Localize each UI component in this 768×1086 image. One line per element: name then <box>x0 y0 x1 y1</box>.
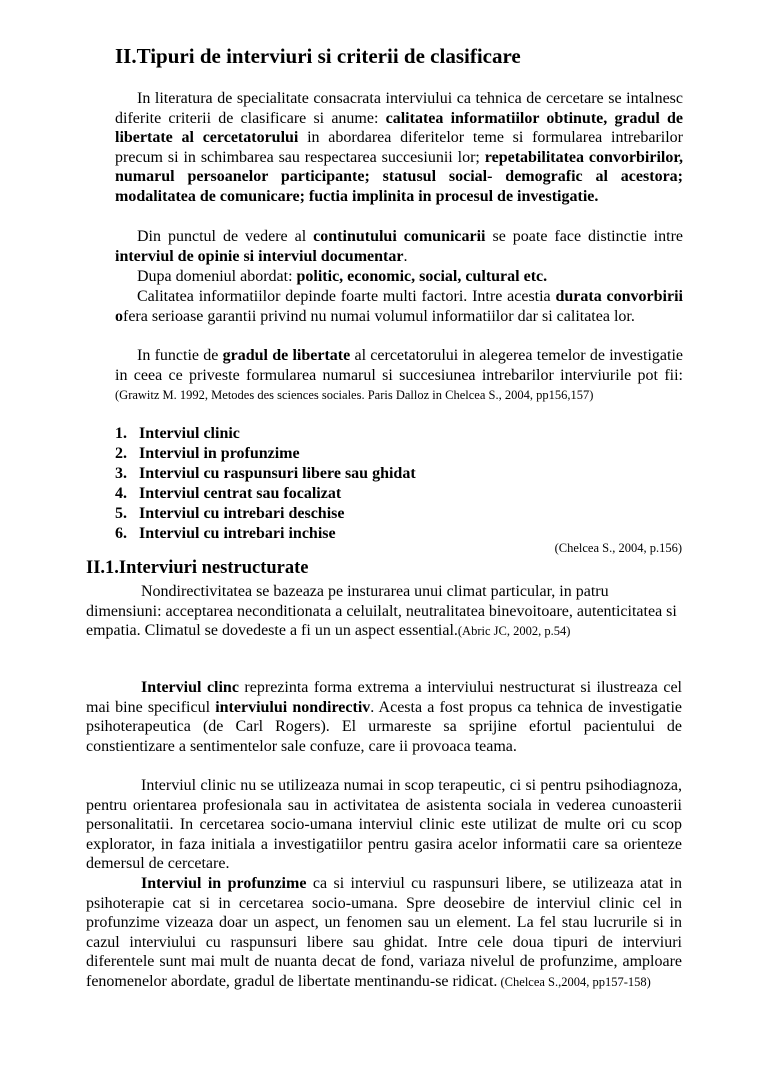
list-number: 6. <box>115 525 127 542</box>
list-label: Interviul clinic <box>139 425 240 442</box>
paragraph-text: Nondirectivitatea se bazeaza pe insturarea unui climat particular, in patru dimensiuni: acceptarea neconditionata a celuilalt, neutralitatea binevoitoare, autenticitatea si empatia. Climatul se dovedeste a fi un un aspect essential. <box>86 583 677 640</box>
paragraph-text: in abordarea diferitelor teme si formularea intrebarilor precum si in schimbarea sau respectarea succesiunii lor; <box>115 129 683 166</box>
paragraph-clinical-interview <box>86 678 682 756</box>
section-heading: II.1.Interviuri nestructurate <box>86 558 309 578</box>
paragraph-text: Interviul clinic nu se utilizeaza numai in scop terapeutic, ci si pentru psihodiagnoza, pentru orientarea profesionala sau in activitatea de asistenta sociala in vederea cunoasterii personalitatii. In cercetarea socio-umana interviul clinic este utilizat de multe ori cu scop explorator, in faza initiala a investigatiilor pentru gasira acelor informatii care sa orienteze demersul de cercetare. <box>86 777 682 873</box>
list-citation: (Chelcea S., 2004, p.156) <box>554 541 682 555</box>
bold-text: Interviul clinc <box>141 679 239 696</box>
page-title: II.Tipuri de interviuri si criterii de clasificare <box>115 44 521 68</box>
paragraph-criteria <box>115 89 683 207</box>
bold-text: politic, economic, social, cultural etc. <box>296 268 548 285</box>
bold-text: repetabilitatea convorbirilor, numarul persoanelor participante; statusul social- demografic al acestora; modalitatea de comunicare; fuctia implinita in procesul de investigatie. <box>115 148 683 205</box>
paragraph-text: . Acesta a fost propus ca tehnica de investigatie psihoterapeutica (de Carl Rogers). El urmareste sa sprijine efortul pacientului de constientizare a sentimentelor sale confuze, care ii provoaca teama. <box>86 698 683 755</box>
list-number: 1. <box>115 425 127 442</box>
list-label: Interviul in profunzime <box>139 445 300 462</box>
paragraph-clinical-usage <box>86 776 682 874</box>
list-number: 4. <box>115 485 127 502</box>
list-label: Interviul cu intrebari deschise <box>139 505 345 522</box>
paragraph-text: . <box>403 247 408 265</box>
paragraph-freedom <box>115 346 683 406</box>
bold-text: Interviul in profunzime <box>141 875 307 892</box>
paragraph-text: In functie de <box>137 347 223 364</box>
list-item <box>115 504 416 524</box>
list-number: 5. <box>115 505 127 522</box>
list-item <box>115 524 416 544</box>
paragraph-domain <box>115 267 683 287</box>
citation: (Chelcea S.,2004, pp157-158) <box>497 974 651 989</box>
paragraph-text: se poate face distinctie intre <box>485 228 683 245</box>
bold-text: continutului comunicarii <box>313 228 486 245</box>
paragraph-content <box>115 227 683 266</box>
bold-text: gradul de libertate <box>222 347 351 364</box>
citation: (Grawitz M. 1992, Metodes des sciences sociales. Paris Dalloz in Chelcea S., 2004, pp156,157) <box>115 388 594 403</box>
paragraph-nondirectivity <box>86 582 686 642</box>
paragraph-text: Din punctul de vedere al <box>137 228 314 245</box>
paragraph-depth-interview <box>86 874 682 993</box>
list-item <box>115 424 416 444</box>
citation: (Abric JC, 2002, p.54) <box>457 624 571 639</box>
paragraph-text: al cercetatorului in alegerea temelor de investigatie in ceea ce priveste formularea numarul si succesiunea intrebarilor interviurile pot fii: <box>115 347 683 384</box>
bold-text: calitatea informatiilor obtinute, gradul de libertate al cercetatorului <box>115 109 683 147</box>
bold-text: durata convorbirii o <box>115 288 683 325</box>
interview-types-list <box>115 424 416 544</box>
list-item <box>115 464 416 484</box>
list-label: Interviul centrat sau focalizat <box>139 485 342 502</box>
paragraph-text: reprezinta forma extrema a interviului nestructurat si ilustreaza cel mai bine specificul <box>86 679 683 716</box>
paragraph-text: In literatura de specialitate consacrata interviului ca tehnica de cercetare se intalnesc diferite criterii de clasificare si anume: <box>115 90 683 127</box>
bold-text: interviului nondirectiv <box>215 698 371 716</box>
list-item <box>115 444 416 464</box>
paragraph-quality <box>115 287 683 326</box>
paragraph-text: Calitatea informatiilor depinde foarte multi factori. Intre acestia <box>137 288 556 305</box>
list-number: 2. <box>115 445 127 462</box>
list-label: Interviul cu intrebari inchise <box>139 525 336 542</box>
list-item <box>115 484 416 504</box>
paragraph-text: ca si interviul cu raspunsuri libere, se utilizeaza atat in psihoterapie cat si in cercetarea socio-umana. Spre deosebire de interviul clinic cel in profunzime vizeaza doar un aspect, un fenomen sau un element. La fel stau lucrurile si in cazul interviului cu raspunsuri libere sau ghidat. Intre cele doua tipuri de interviuri diferentele sunt mai mult de nuanta decat de fond, variaza nivelul de profunzime, amploare fenomenelor abordate, gradul de libertate mentinandu-se ridicat. <box>86 875 682 990</box>
paragraph-text: Dupa domeniul abordat: <box>137 268 297 285</box>
list-number: 3. <box>115 465 127 482</box>
list-label: Interviul cu raspunsuri libere sau ghidat <box>139 465 416 482</box>
bold-text: interviul de opinie si interviul documentar <box>115 247 404 265</box>
paragraph-text: fera serioase garantii privind nu numai volumul informatiilor dar si calitatea lor. <box>123 307 635 325</box>
